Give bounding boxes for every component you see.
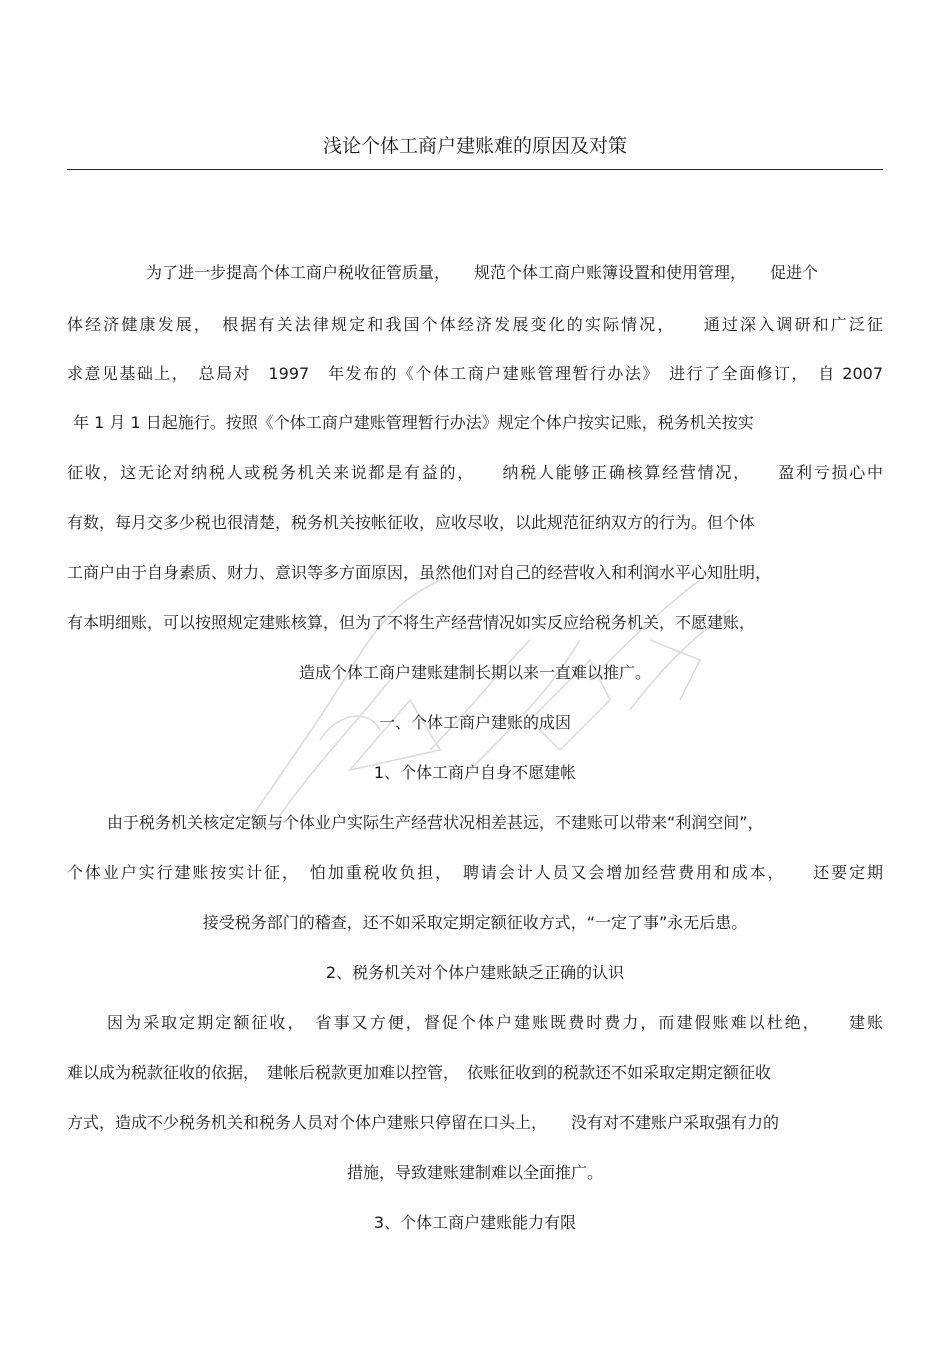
title-divider: [67, 169, 883, 170]
section-heading: 一、个体工商户建账的成因: [378, 713, 571, 732]
paragraph-line: 方式，造成不少税务机关和税务人员对个体户建账只停留在口头上， 没有对不建账户采取强有力的: [67, 1113, 780, 1132]
paragraph-line: 接受税务部门的稽查，还不如采取定期定额征收方式，“一定了事”永无后患。: [202, 913, 748, 932]
document-title: 浅论个体工商户建账难的原因及对策: [322, 135, 627, 157]
paragraph-line: 难以成为税款征收的依据， 建帐后税款更加难以控管， 依账征收到的税款还不如采取定期定额征收: [67, 1063, 772, 1082]
paragraph-line: 年 1 月 1 日起施行。按照《个体工商户建账管理暂行办法》规定个体户按实记账，税务机关按实: [73, 413, 754, 432]
paragraph-line: 造成个体工商户建账建制长期以来一直难以推广。: [298, 663, 651, 682]
subsection-heading: 2、税务机关对个体户建账缺乏正确的认识: [325, 963, 625, 982]
paragraph-line: 求意见基础上， 总局对 1997 年发布的《个体工商户建账管理暂行办法》 进行了全面修订， 自 2007: [67, 364, 883, 383]
paragraph-line: 征收，这无论对纳税人或税务机关来说都是有益的， 纳税人能够正确核算经营情况， 盈利亏损心中: [67, 463, 883, 482]
paragraph-line: 由于税务机关核定定额与个体业户实际生产经营状况相差甚远，不建账可以带来“利润空间”，: [107, 813, 764, 832]
paragraph-line: 工商户由于自身素质、财力、意识等多方面原因，虽然他们对自己的经营收入和利润水平心知肚明，: [67, 563, 772, 582]
paragraph-line: 体经济健康发展， 根据有关法律规定和我国个体经济发展变化的实际情况， 通过深入调研和广泛征: [67, 315, 883, 334]
paragraph-line: 措施，导致建账建制难以全面推广。: [346, 1163, 603, 1182]
subsection-heading: 1、个体工商户自身不愿建帐: [373, 763, 577, 782]
subsection-heading: 3、个体工商户建账能力有限: [373, 1213, 577, 1232]
paragraph-line: 有本明细账，可以按照规定建账核算，但为了不将生产经营情况如实反应给税务机关，不愿建账，: [67, 613, 756, 632]
paragraph-line: 个体业户实行建账按实计征， 怕加重税收负担， 聘请会计人员又会增加经营费用和成本， 还要定期: [67, 863, 883, 882]
paragraph-line: 为了进一步提高个体工商户税收征管质量， 规范个体工商户账簿设置和使用管理， 促进个: [146, 263, 819, 282]
paragraph-line: 有数，每月交多少税也很清楚，税务机关按帐征收，应收尽收，以此规范征纳双方的行为。但个体: [67, 513, 756, 532]
paragraph-line: 因为采取定期定额征收， 省事又方便，督促个体户建账既费时费力，而建假账难以杜绝， 建账: [107, 1013, 883, 1032]
